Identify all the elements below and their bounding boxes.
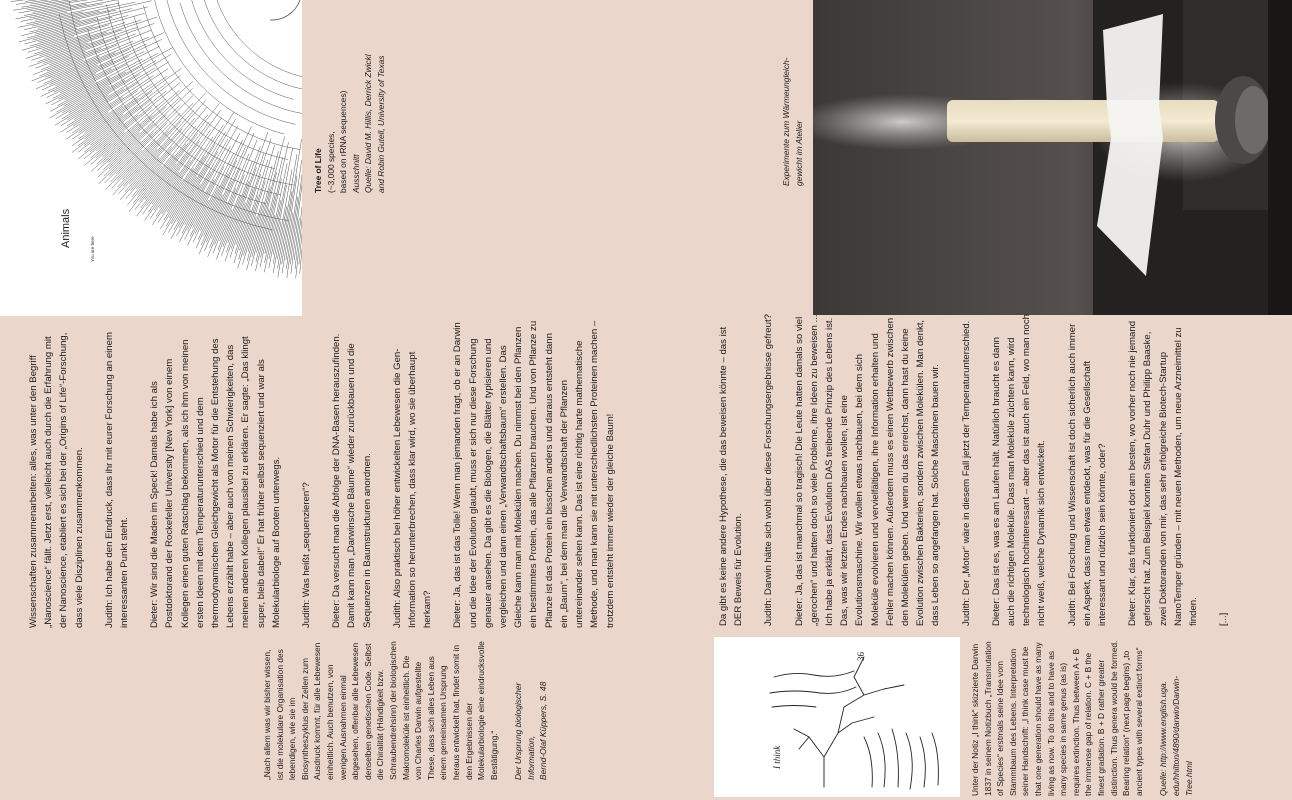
- sketch-label-i-think: I think: [772, 745, 782, 769]
- experiment-photo: [813, 0, 1292, 315]
- sidebar-text: Unter der Notiz „I think“ skizzierte Darwin 1837 in seinem Notizbuch „Transmutation of Species“ erstmals seine Idee vom Stammbaum des Lebens. Interpretation seiner Handschrift: „I think case must be that one generation should have as many living as now. To do this and to have as many species in same genus (as is) requires extinction. Thus between A + B the immense gap of relation. C + B the finest gradation. B + D rather greater distinction. Thus genera would be formed. Bearing relation“ (next page begins) „to ancient types with several extinct forms“: [970, 640, 1144, 796]
- paragraph: Dieter: Da versucht man die Abfolge der DNA-Basen herauszufinden. Damit kann man „Darwinsche Bäume“ wieder zurückbauen und die Sequenzen in Baumstrukturen anordnen.: [331, 333, 373, 628]
- tree-caption-line: Quelle: David M. Hillis, Derrick Zwickl: [363, 54, 374, 193]
- tree-label-animals: Animals: [60, 208, 72, 248]
- paragraph: Judith: Darwin hätte sich wohl über diese Forschungsergebnisse gefreut?: [763, 314, 775, 626]
- sketch-number: 36: [856, 652, 866, 661]
- sidebar-source: Bernd-Olaf Küppers, S. 48: [538, 681, 549, 780]
- photo-caption-line: gewicht im Atelier: [793, 120, 804, 186]
- sidebar-quote: „Nach allem was wir bisher wissen, ist die molekulare Organisation des lebendigen, wie sie im Biosyntheszyklus der Zellen zum Ausdruck kommt, für alle Lebewesen einheitlich. Auch benutzen, von wenigen Ausnahmen einmal abgesehen, offenbar alle Lebewesen denselben genetischen Code. Selbst die Chiralität (Händigkeit bzw. Schraubendrehsinn) der biologischen Makromoleküle ist einheitlich. Die von Charles Darwin aufgestellte These, dass sich alles Leben aus einem gemeinsamen Ursprung heraus entwickelt hat, findet somit in den Ergebnissen der Molekularbiologie eine eindrucksvolle Bestätigung.“: [262, 641, 499, 780]
- tree-branches: [11, 0, 302, 278]
- paragraph: Judith: Was heißt „sequenzieren“?: [301, 482, 313, 628]
- tree-caption-line: (~3,000 species,: [325, 131, 336, 193]
- tree-caption-line: Ausschnitt: [350, 154, 361, 193]
- tree-caption: [312, 3, 388, 193]
- tree-diagram: [0, 0, 302, 316]
- paragraph: Da gibt es keine andere Hypothese, die das beweisen könnte – das ist DER Beweis für Evolution.: [718, 326, 745, 626]
- paragraph: Dieter: Klar, das funktioniert dort am besten, wo vorher noch nie jemand geforscht hat. Zum Beispiel konnten Stefan Duhr und Philipp Baaske, zwei Doktoranden von mir, das sehr erfolgreiche Biotech-Startup NanoTemper gründen – mit neuen Methoden, um neue Arzneimittel zu finden.: [1127, 320, 1200, 626]
- sidebar-source: edu/hhilton/4890/darwin/Darwin-: [1170, 675, 1181, 796]
- paragraph: Judith: Bei Forschung und Wissenschaft ist doch sicherlich auch immer ein Aspekt, dass man etwas entdeckt, was für die Gesellschaft interessant und nützlich sein könnte, oder?: [1066, 323, 1109, 626]
- darwin-sketch-drawing: [714, 637, 960, 797]
- paragraph: Judith: Ich habe den Eindruck, dass ihr mit eurer Forschung an einem interessanten Punkt steht.: [103, 332, 131, 628]
- paragraph: Dieter: Ja, das ist manchmal so tragisch! Die Leute hatten damals so viel „gerochen“ und hatten doch so viele Probleme, ihre Ideen zu beweisen ... Ich habe ja erklärt, dass Evolution DAS treibende Prinzip des Lebens ist. Das, was wir letzten Endes nachbauen wollen, ist eine Evolutionsmaschine. Wir wollen etwas nachbauen, bei dem sich Moleküle evolvieren und vervielfältigen, ihre Information erhalten und Fehler machen können. Außerdem muss es einen Wettbewerb zwischen den Molekülen geben. Und wenn du das erreichst, dann hast du keine Evolution zwischen Bakterien, sondern zwischen Molekülen. Man denkt, dass Leben so angefangen hat. Solche Maschinen bauen wir.: [793, 314, 942, 626]
- tree-caption-title: Tree of Life: [313, 148, 323, 193]
- tree-root-arc: [270, 0, 300, 20]
- paragraph: Dieter: Wir sind die Maden im Speck! Damals habe ich als Postdoktorand der Rockefeller University [New York] von einem Kollegen einen guten Ratschlag bekommen, als ich ihm von meinen ersten Ideen mit dem Temperaturunterschied und dem thermodynamischen Gleichgewicht als Motor für die Entstehung des Lebens erzählt habe – aber auch von meinen Schwierigkeiten, das meinen anderen Kollegen plausibel zu erklären. Er sagte: „Das klingt super, bleib dabei!“ Er hat früher selbst sequenziert und war als Molekularbiologe auf Booten unterwegs.: [149, 336, 282, 628]
- paragraph: Wissenschaften zusammenarbeiten: alles, was unter den Begriff „Nanoscience“ fällt. Jetzt erst, vielleicht auch durch die Erfahrung mit der Nanoscience, etabliert es sich bei der „Origins of Life“-Forschung, dass viele Disziplinen zusammenkommen.: [28, 332, 85, 628]
- tree-caption-line: and Robin Gutell, University of Texas: [375, 55, 386, 193]
- sidebar-source: Der Ursprung biologischer: [513, 682, 524, 780]
- paragraph: Judith: Also praktisch bei höher entwickelten Lebewesen die Gen-Information so herunterbrechen, dass klar wird, wo sie überhaupt herkam?: [391, 348, 434, 628]
- photo-caption-line: Experimente zum Wärmeungleich-: [781, 57, 791, 186]
- sidebar-source: Tree.html: [1183, 761, 1194, 796]
- paragraph: Judith: Der „Motor“ wäre in diesem Fall jetzt der Temperaturunterschied.: [960, 320, 972, 626]
- right-sidebar: [969, 638, 1195, 796]
- main-column-1: [26, 320, 633, 628]
- photo-caption: [780, 6, 805, 186]
- tree-label-you-are-here: You are here: [90, 236, 95, 262]
- tree-caption-line: based on rRNA sequences): [338, 90, 349, 193]
- main-column-2: [716, 314, 1246, 626]
- left-sidebar: [261, 640, 550, 780]
- tree-of-life-image: [0, 0, 302, 316]
- experiment-photo-drawing: [813, 0, 1292, 315]
- paragraph: [...]: [1218, 612, 1230, 626]
- paragraph: Dieter: Das ist es, was es am Laufen hält. Natürlich braucht es dann auch die richtigen Moleküle. Dass man Moleküle züchten kann, wird technologisch hochinteressant – aber das ist auch ein Feld, wo man noch nicht weiß, welche Dynamik sich entwickelt.: [990, 314, 1048, 626]
- darwin-sketch-image: [714, 637, 960, 797]
- sidebar-source: Quelle: http://www.english.uga.: [1158, 681, 1169, 796]
- sidebar-source: Information,: [525, 735, 536, 780]
- paragraph: Dieter: Ja, das ist das Tolle! Wenn man jemanden fragt, ob er an Darwin und die Idee der Evolution glaubt, muss er sich nur diese Forschung genauer ansehen. Da gibt es die Biologen, die Blätter typisieren und vergleichen und dann einen „Verwandtschaftsbaum“ erstellen. Das Gleiche kann man mit Molekülen machen. Du nimmst bei den Pflanzen ein bestimmtes Protein, das alle Pflanzen brauchen. Und von Pflanze zu Pflanze ist das Protein ein bisschen anders und daraus entsteht dann ein „Baum“, bei dem man die Verwandtschaft der Pflanzen untereinander sehen kann. Das ist eine richtig harte mathematische Methode, und man kann sie mit unterschiedlichsten Proteinen machen – trotzdem entsteht immer wieder der gleiche Baum!: [452, 320, 616, 628]
